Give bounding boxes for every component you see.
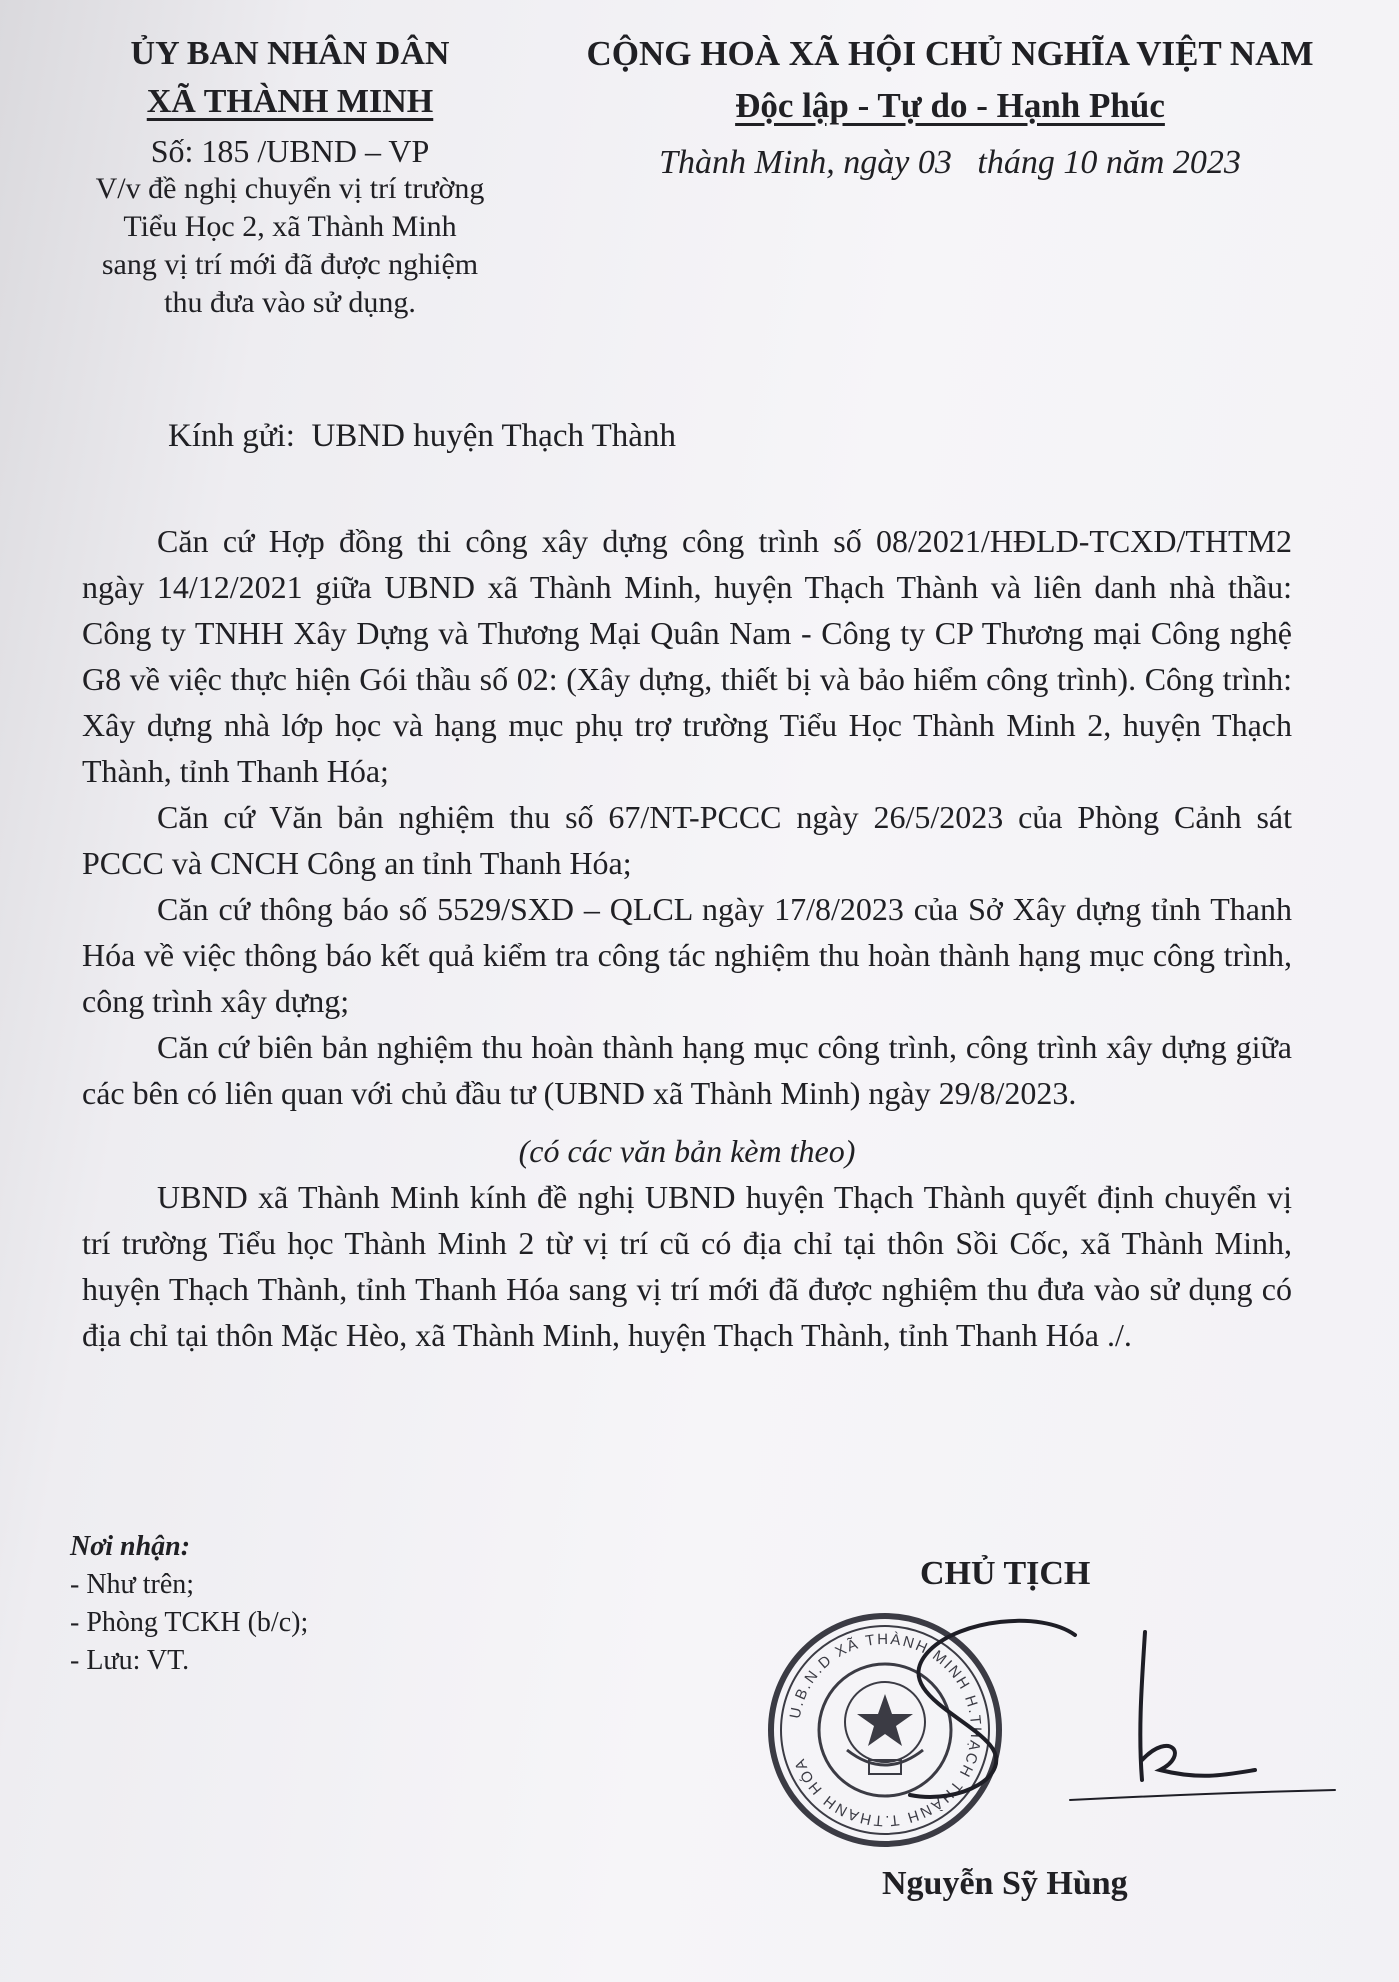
recipient-item: - Phòng TCKH (b/c); (70, 1607, 309, 1638)
motto: Độc lập - Tự do - Hạnh Phúc (735, 86, 1165, 125)
subject-line: thu đưa vào sử dụng. (164, 286, 416, 319)
org-line-2: XÃ THÀNH MINH (146, 83, 434, 120)
signer-title: CHỦ TỊCH (920, 1555, 1091, 1592)
subject-line: V/v đề nghị chuyển vị trí trường (95, 172, 485, 205)
recipient-item: - Lưu: VT. (70, 1645, 190, 1676)
country-name: CỘNG HOÀ XÃ HỘI CHỦ NGHĨA VIỆT NAM (586, 34, 1314, 73)
doc-number: Số: 185 /UBND – VP (150, 133, 430, 169)
signer-name: Nguyễn Sỹ Hùng (882, 1865, 1128, 1902)
paragraph: Căn cứ biên bản nghiệm thu hoàn thành hạng mục công trình, công trình xây dựng giữa các bên có liên quan với chủ đầu tư (UBND xã Thành Minh) ngày 29/8/2023. (82, 1029, 1292, 1111)
signature (870, 1610, 1340, 1830)
issuer-block (60, 30, 520, 322)
recipients-block (70, 1528, 308, 1680)
subject-line: Tiểu Học 2, xã Thành Minh (123, 210, 457, 243)
recipients-title: Nơi nhận: (70, 1531, 191, 1562)
recipient: Kính gửi: UBND huyện Thạch Thành (168, 418, 676, 454)
subject-line: sang vị trí mới đã được nghiệm (101, 248, 479, 281)
attached-note: (có các văn bản kèm theo) (518, 1133, 856, 1169)
subject (60, 170, 520, 322)
org-line-1: ỦY BAN NHÂN DÂN (130, 35, 450, 72)
seal-text: U.B.N.D XÃ THÀNH MINH H.THẠCH THÀNH T.THANH HÓA (786, 1630, 985, 1830)
national-header (530, 30, 1370, 182)
recipient-item: - Như trên; (70, 1569, 195, 1600)
paragraph: Căn cứ Văn bản nghiệm thu số 67/NT-PCCC ngày 26/5/2023 của Phòng Cảnh sát PCCC và CNCH Công an tỉnh Thanh Hóa; (82, 799, 1292, 881)
paragraph: Căn cứ thông báo số 5529/SXD – QLCL ngày 17/8/2023 của Sở Xây dựng tỉnh Thanh Hóa về việc thông báo kết quả kiểm tra công tác nghiệm thu hoàn thành hạng mục công trình, công trình xây dựng; (82, 891, 1292, 1019)
paragraph: UBND xã Thành Minh kính đề nghị UBND huyện Thạch Thành quyết định chuyển vị trí trường Tiểu học Thành Minh 2 từ vị trí cũ có địa chỉ tại thôn Sồi Cốc, xã Thành Minh, huyện Thạch Thành, tỉnh Thanh Hóa sang vị trí mới đã được nghiệm thu đưa vào sử dụng có địa chỉ tại thôn Mặc Hèo, xã Thành Minh, huyện Thạch Thành, tỉnh Thanh Hóa ./. (82, 1179, 1292, 1353)
letter-body (82, 518, 1292, 1358)
paragraph: Căn cứ Hợp đồng thi công xây dựng công trình số 08/2021/HĐLD-TCXD/THTM2 ngày 14/12/2021 giữa UBND xã Thành Minh, huyện Thạch Thành và liên danh nhà thầu: Công ty TNHH Xây Dựng và Thương Mại Quân Nam - Công ty CP Thương mại Công nghệ G8 về việc thực hiện Gói thầu số 02: (Xây dựng, thiết bị và bảo hiểm công trình). Công trình: Xây dựng nhà lớp học và hạng mục phụ trợ trường Tiểu Học Thành Minh 2, huyện Thạch Thành, tỉnh Thanh Hóa; (82, 523, 1292, 789)
place-date: Thành Minh, ngày 03 tháng 10 năm 2023 (659, 144, 1241, 181)
